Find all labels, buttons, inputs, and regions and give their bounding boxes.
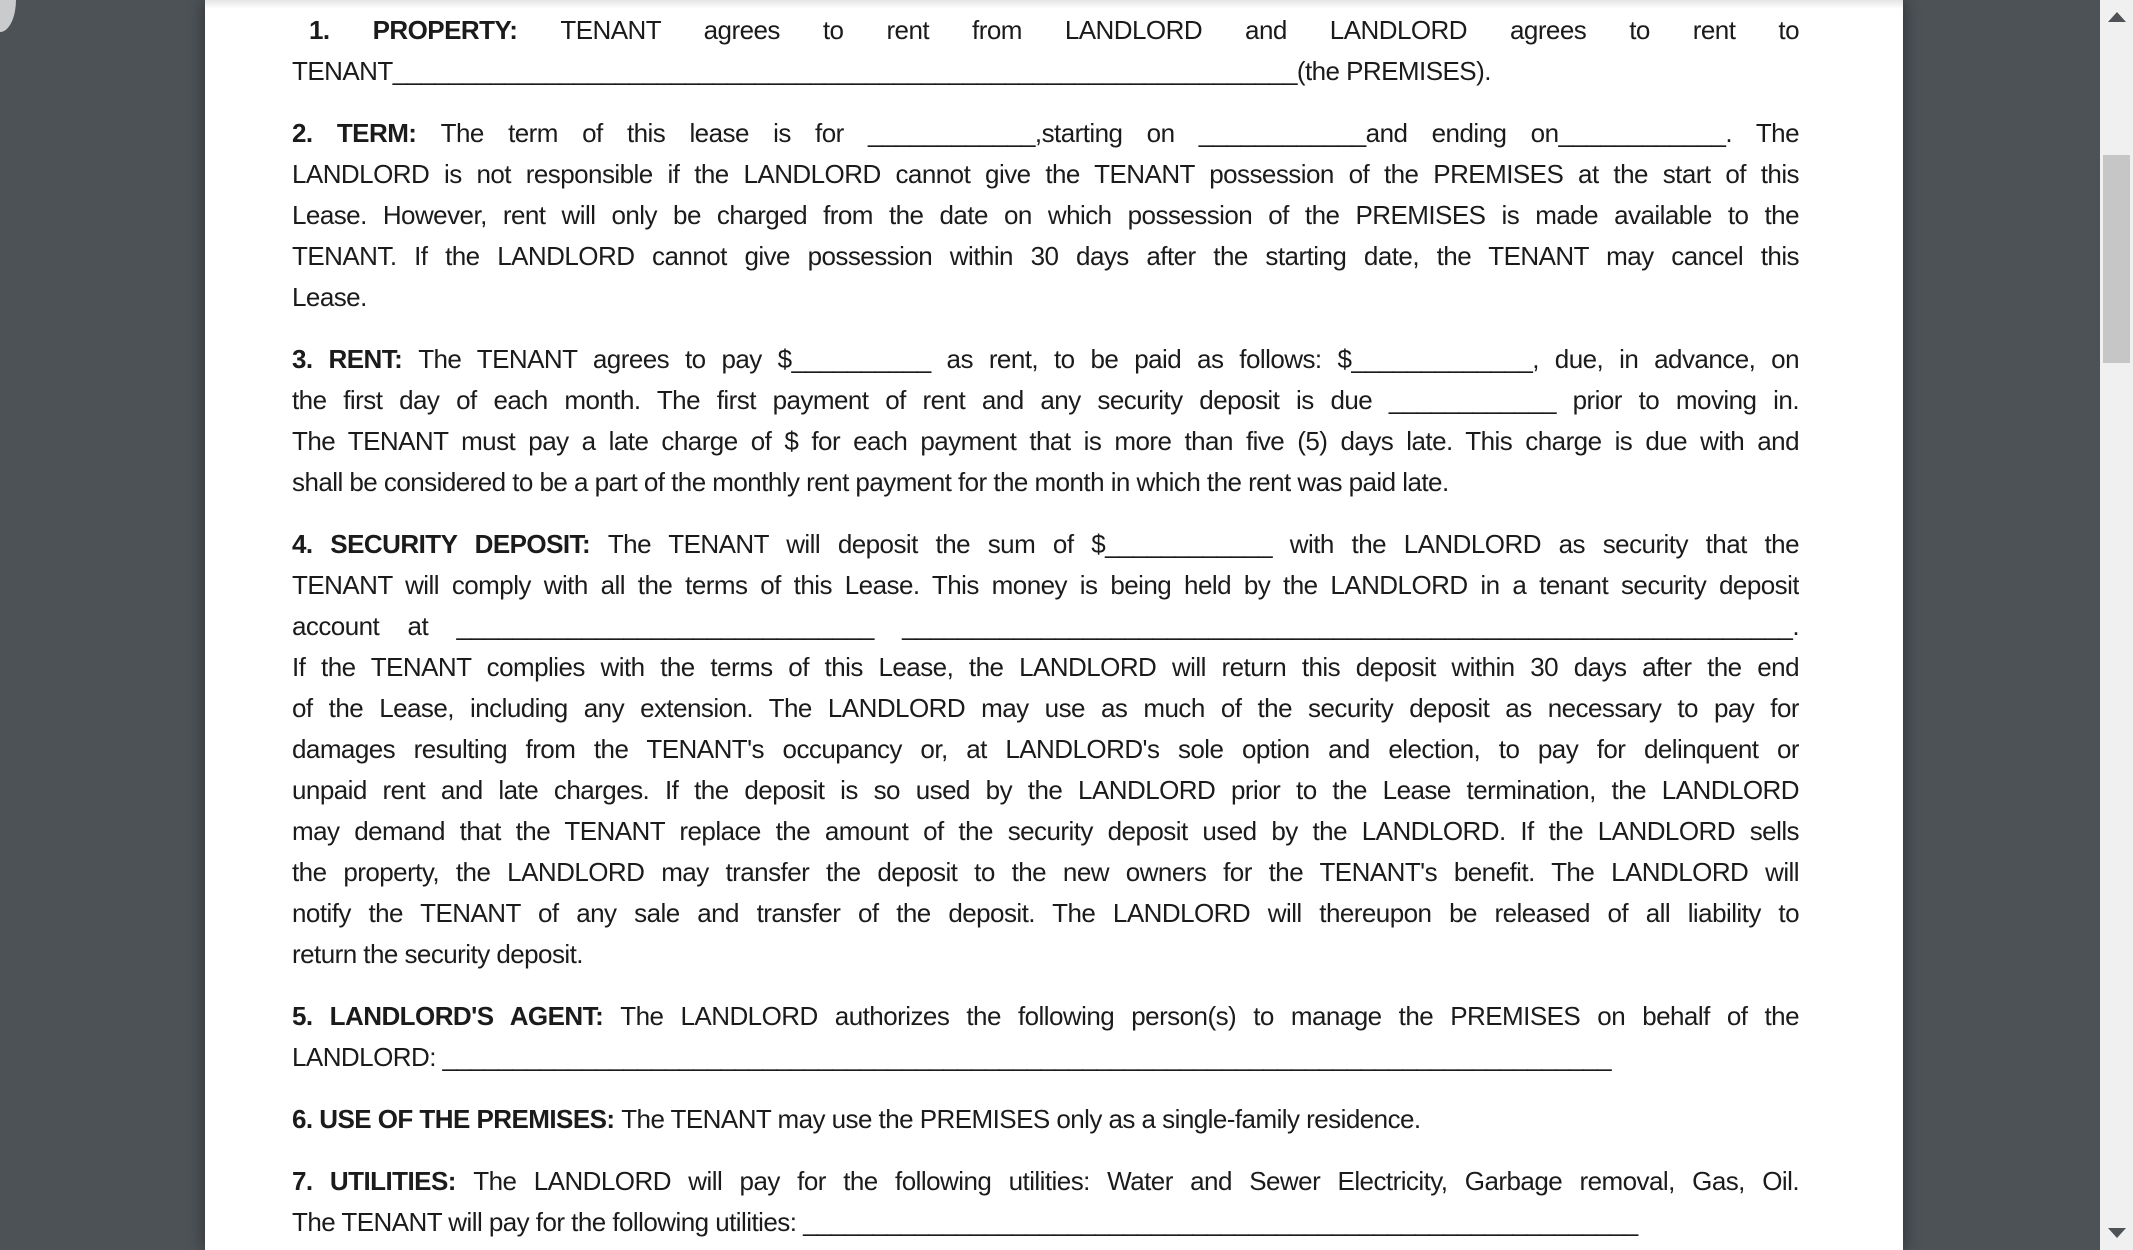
scroll-up-button[interactable]: [2100, 0, 2133, 36]
clause-body-text: The TENANT agrees to pay $__________ as rent, to be paid as follows: $_____________, due, in advance, on: [418, 344, 1799, 374]
clause-body-text: Lease. However, rent will only be charged from the date on which possession of the PREMISES is made available to the: [292, 200, 1799, 230]
document-line: [292, 565, 1799, 606]
document-line: [292, 1202, 1799, 1243]
document-line: [292, 811, 1799, 852]
document-line: [292, 996, 1799, 1037]
clause-heading-text: 1.: [309, 15, 373, 45]
document-line: [292, 893, 1799, 934]
clause-term: [292, 113, 1799, 318]
clause-property: [292, 10, 1799, 92]
clause-use-of-premises: [292, 1099, 1799, 1140]
document-line: [292, 934, 1799, 975]
document-line: [292, 195, 1799, 236]
clause-heading-text: 6. USE OF THE PREMISES:: [292, 1104, 622, 1134]
clause-body-text: The TENANT may use the PREMISES only as a single-family residence.: [621, 1104, 1421, 1134]
document-line: [292, 339, 1799, 380]
clause-security-deposit: [292, 524, 1799, 975]
clause-body-text: damages resulting from the TENANT's occupancy or, at LANDLORD's sole option and election, to pay for delinquent or: [292, 734, 1799, 764]
clause-landlords-agent: [292, 996, 1799, 1078]
scroll-down-icon: [2108, 1228, 2126, 1238]
document-line: [292, 154, 1799, 195]
clause-heading-text: 5. LANDLORD'S AGENT:: [292, 1001, 621, 1031]
clause-body-text: If the TENANT complies with the terms of this Lease, the LANDLORD will return this deposit within 30 days after the end: [292, 652, 1799, 682]
clause-body-text: the property, the LANDLORD may transfer the deposit to the new owners for the TENANT's benefit. The LANDLORD will: [292, 857, 1799, 887]
document-line: [292, 688, 1799, 729]
clause-body-text: notify the TENANT of any sale and transfer of the deposit. The LANDLORD will thereupon be released of all liability to: [292, 898, 1799, 928]
clause-body-text: the first day of each month. The first payment of rent and any security deposit is due ____________ prior to moving in.: [292, 385, 1799, 415]
clause-body-text: Lease.: [292, 282, 367, 312]
document-line: [292, 647, 1799, 688]
clause-body-text: The term of this lease is for ____________,starting on ____________and ending on____________. The: [440, 118, 1799, 148]
clause-body-text: LANDLORD is not responsible if the LANDLORD cannot give the TENANT possession of the PREMISES at the start of this: [292, 159, 1799, 189]
clause-body-text: LANDLORD: ____________________________________________________________________________________: [292, 1042, 1611, 1072]
document-line: [292, 1099, 1799, 1140]
clause-body-text: may demand that the TENANT replace the amount of the security deposit used by the LANDLORD. If the LANDLORD sells: [292, 816, 1799, 846]
clause-body-text: TENANT. If the LANDLORD cannot give possession within 30 days after the starting date, the TENANT may cancel this: [292, 241, 1799, 271]
document-line: [292, 236, 1799, 277]
document-line: [292, 277, 1799, 318]
clause-body-text: The TENANT will pay for the following utilities: ____________________________________________________________: [292, 1207, 1638, 1237]
clause-body-text: account at ______________________________ ________________________________________________________________.: [292, 611, 1799, 641]
document-line: [292, 729, 1799, 770]
clause-body-text: unpaid rent and late charges. If the deposit is so used by the LANDLORD prior to the Lease termination, the LANDLORD: [292, 775, 1799, 805]
clause-heading-text: 4. SECURITY DEPOSIT:: [292, 529, 608, 559]
vertical-scrollbar[interactable]: [2100, 0, 2133, 1250]
document-line: [292, 421, 1799, 462]
document-line: [292, 1037, 1799, 1078]
clause-body-text: The TENANT must pay a late charge of $ for each payment that is more than five (5) days late. This charge is due with and: [292, 426, 1799, 456]
clause-body-text: TENANT will comply with all the terms of this Lease. This money is being held by the LANDLORD in a tenant security deposit: [292, 570, 1799, 600]
document-line: [292, 113, 1799, 154]
clause-heading-text: 2.: [292, 118, 337, 148]
clause-rent: [292, 339, 1799, 503]
document-line: [292, 606, 1799, 647]
document-line: [292, 10, 1799, 51]
clause-body-text: TENANT_________________________________________________________________(the PREMISES).: [292, 56, 1491, 86]
document-line: [292, 770, 1799, 811]
document-line: [292, 1161, 1799, 1202]
scroll-up-icon: [2108, 12, 2126, 22]
clause-body-text: shall be considered to be a part of the monthly rent payment for the month in which the rent was paid late.: [292, 467, 1449, 497]
document-line: [292, 51, 1799, 92]
clause-body-text: The LANDLORD will pay for the following utilities: Water and Sewer Electricity, Garbage removal, Gas, Oil.: [473, 1166, 1799, 1196]
clause-body-text: TENANT agrees to rent from LANDLORD and LANDLORD agrees to rent to: [560, 15, 1799, 45]
clause-utilities: [292, 1161, 1799, 1243]
document-line: [292, 462, 1799, 503]
clause-body-text: of the Lease, including any extension. The LANDLORD may use as much of the security deposit as necessary to pay for: [292, 693, 1799, 723]
document-page: [205, 0, 1903, 1250]
document-page-content: [292, 10, 1799, 1243]
document-line: [292, 380, 1799, 421]
clause-body-text: return the security deposit.: [292, 939, 583, 969]
clause-body-text: The LANDLORD authorizes the following person(s) to manage the PREMISES on behalf of the: [620, 1001, 1799, 1031]
scroll-down-button[interactable]: [2100, 1214, 2133, 1250]
window-corner-artifact: [0, 0, 16, 32]
document-line: [292, 852, 1799, 893]
clause-heading-text: PROPERTY:: [372, 15, 561, 45]
clause-heading-text: 3. RENT:: [292, 344, 419, 374]
scrollbar-thumb[interactable]: [2103, 155, 2130, 363]
clause-heading-text: TERM:: [336, 118, 441, 148]
clause-body-text: The TENANT will deposit the sum of $____________ with the LANDLORD as security that the: [607, 529, 1799, 559]
document-line: [292, 524, 1799, 565]
clause-heading-text: 7. UTILITIES:: [292, 1166, 474, 1196]
